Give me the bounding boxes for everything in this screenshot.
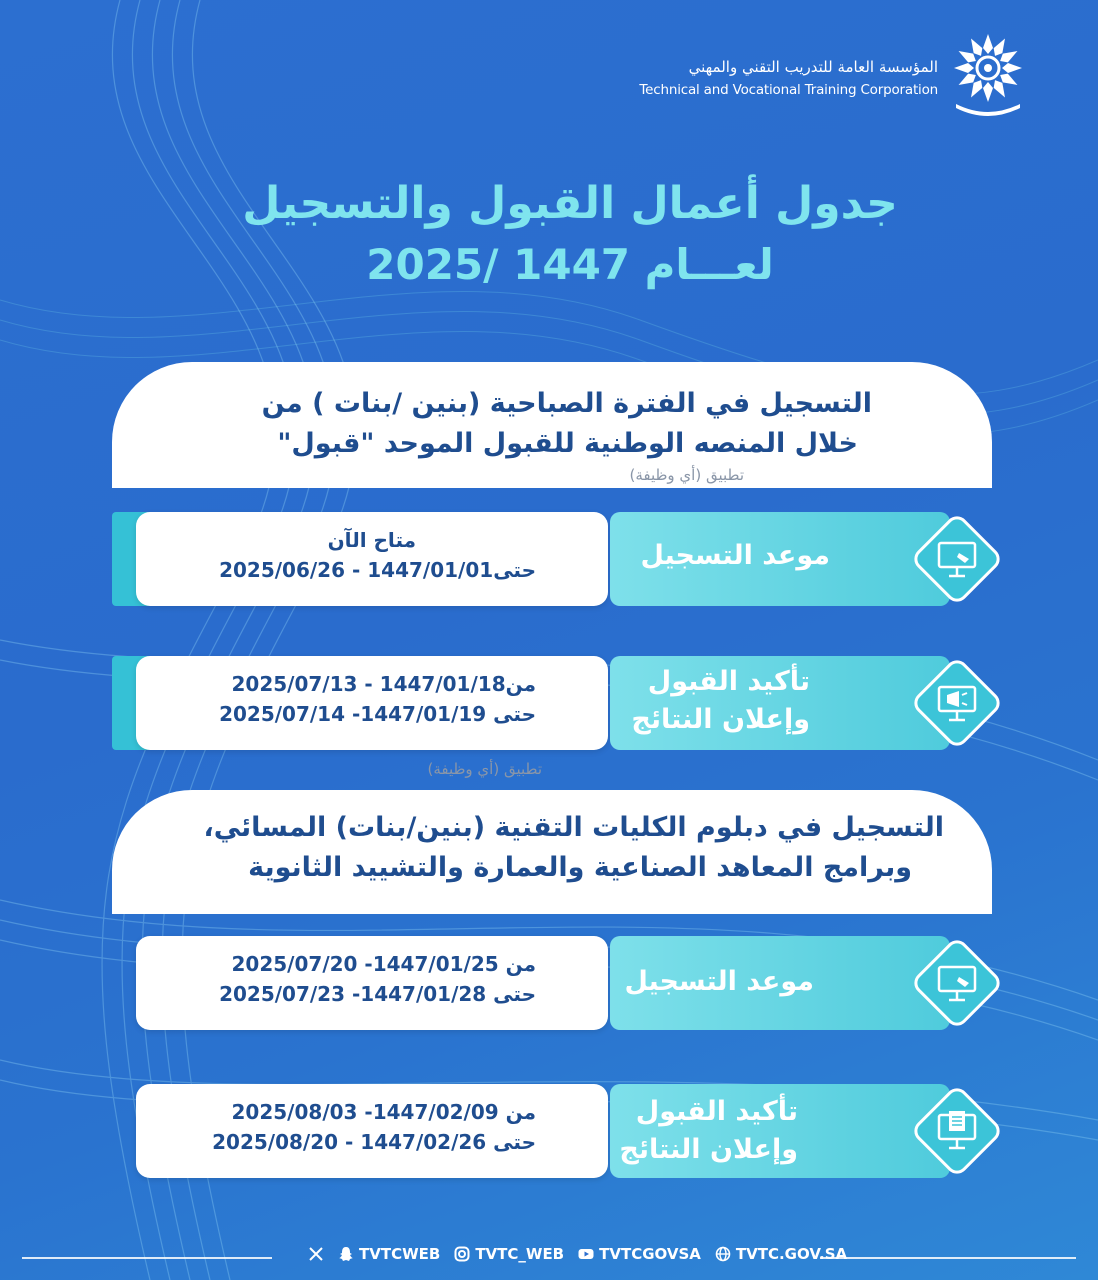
row-label: وإعلان النتائج (631, 704, 810, 735)
org-name-english: Technical and Vocational Training Corporation (639, 82, 938, 98)
organization-logo-block (608, 30, 1028, 120)
instagram-icon (454, 1246, 470, 1262)
youtube-handle: TVTCGOVSA (599, 1245, 701, 1263)
date-line: حتى 1447/01/19- 2025/07/14 (219, 702, 536, 726)
date-line: متاح الآن (327, 528, 416, 552)
date-line: من 1447/01/25- 2025/07/20 (231, 952, 536, 976)
footer-divider (22, 1257, 272, 1259)
date-card (136, 936, 608, 1030)
monitor-document-icon (907, 1081, 1007, 1181)
snapchat-icon (338, 1246, 354, 1262)
schedule-row-confirmation (112, 1084, 1002, 1184)
monitor-hand-icon (907, 509, 1007, 609)
date-line: حتى1447/01/01 - 2025/06/26 (219, 558, 536, 582)
social-links (308, 1245, 847, 1263)
row-label: موعد التسجيل (624, 966, 814, 997)
snapchat-link[interactable] (338, 1245, 440, 1263)
snapchat-handle: TVTCWEB (359, 1245, 441, 1263)
org-name-arabic: المؤسسة العامة للتدريب التقني والمهني (688, 58, 938, 76)
label-card (610, 936, 950, 1030)
section-heading-line: التسجيل في الفترة الصباحية (بنين /بنات ) من (261, 388, 872, 419)
page-subtitle-year: لعـــام 1447 /2025 (366, 240, 774, 289)
monitor-megaphone-icon (907, 653, 1007, 753)
date-line: من1447/01/18 - 2025/07/13 (231, 672, 536, 696)
tvtc-logo-icon (948, 30, 1028, 120)
x-twitter-icon[interactable] (308, 1246, 324, 1262)
section-heading-line: وبرامج المعاهد الصناعية والعمارة والتشييد الثانوية (248, 852, 912, 883)
date-line: من 1447/02/09- 2025/08/03 (231, 1100, 536, 1124)
section-heading-line: خلال المنصه الوطنية للقبول الموحد "قبول" (277, 428, 858, 459)
page-title: جدول أعمال القبول والتسجيل (242, 178, 898, 229)
schedule-row-registration (112, 936, 1002, 1036)
date-card (136, 656, 608, 750)
date-line: حتى 1447/02/26 - 2025/08/20 (212, 1130, 536, 1154)
youtube-link[interactable] (578, 1245, 701, 1263)
date-card (136, 512, 608, 606)
instagram-handle: TVTC_WEB (475, 1245, 565, 1263)
instagram-link[interactable] (454, 1245, 564, 1263)
app-tag-label: تطبيق (أي وظيفة) (629, 466, 744, 484)
row-label: موعد التسجيل (640, 540, 830, 571)
footer-social-bar (0, 1225, 1098, 1280)
row-label: تأكيد القبول (647, 666, 810, 697)
schedule-row-registration (112, 512, 1002, 612)
date-line: حتى 1447/01/28- 2025/07/23 (219, 982, 536, 1006)
footer-divider (820, 1257, 1076, 1259)
date-card (136, 1084, 608, 1178)
website-url: TVTC.GOV.SA (735, 1245, 848, 1263)
youtube-icon (578, 1246, 594, 1262)
row-label: تأكيد القبول (635, 1096, 798, 1127)
section-heading-line: التسجيل في دبلوم الكليات التقنية (بنين/بنات) المسائي، (203, 812, 944, 843)
website-link[interactable] (715, 1245, 847, 1263)
schedule-row-confirmation (112, 656, 1002, 756)
app-tag-label: تطبيق (أي وظيفة) (427, 760, 542, 778)
globe-icon (715, 1246, 731, 1262)
monitor-hand-icon (907, 933, 1007, 1033)
row-label: وإعلان النتائج (619, 1134, 798, 1165)
label-card (610, 512, 950, 606)
section-evening-registration-heading (112, 790, 992, 914)
label-card (610, 656, 950, 750)
section-morning-registration-heading (112, 362, 992, 488)
label-card (610, 1084, 950, 1178)
